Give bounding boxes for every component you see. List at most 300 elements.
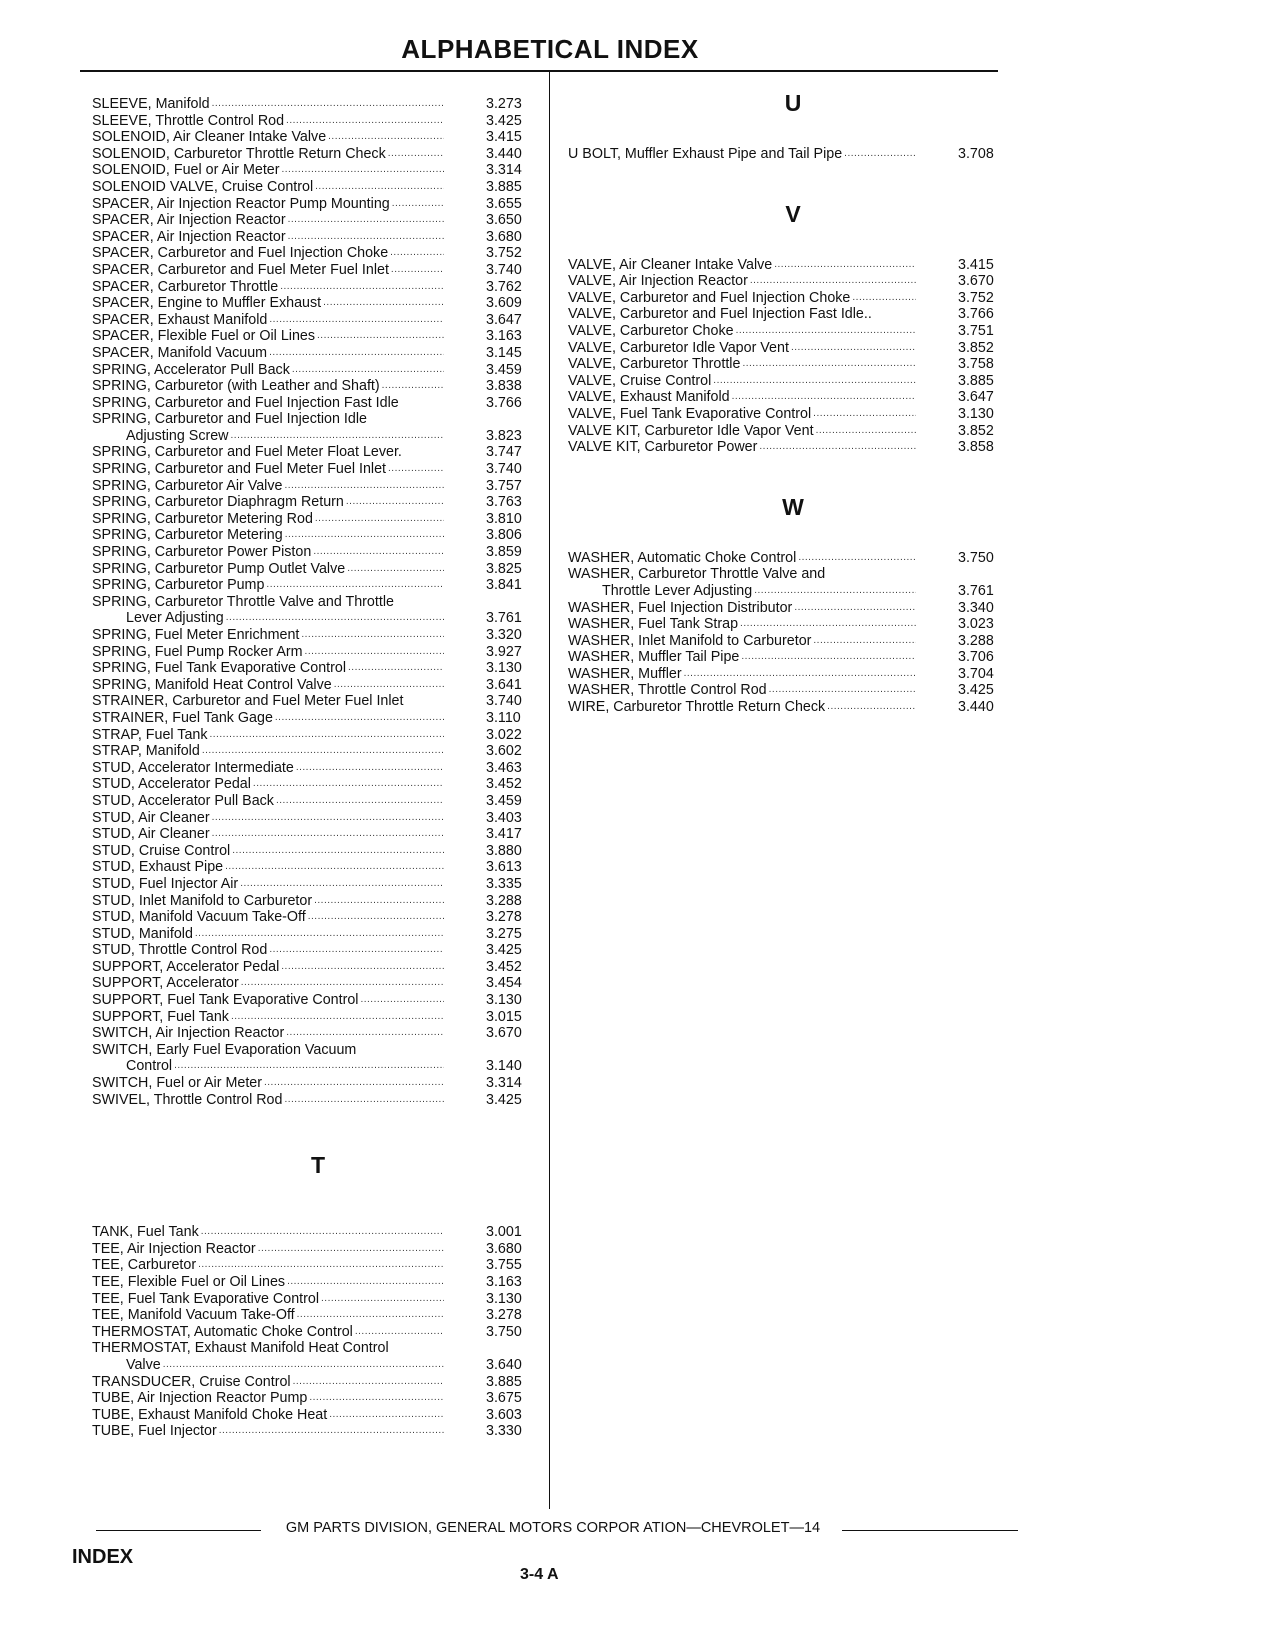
index-entry <box>92 1407 544 1424</box>
index-entry <box>568 666 1018 683</box>
entry-label: VALVE, Carburetor and Fuel Injection Choke <box>568 289 851 306</box>
entry-label: SPRING, Carburetor Throttle Valve and Throttle <box>92 593 394 610</box>
entry-page: 3.145 <box>486 344 522 361</box>
entry-page: 3.340 <box>958 599 994 616</box>
index-entry <box>92 992 544 1009</box>
entry-page: 3.852 <box>958 339 994 356</box>
entry-page: 3.751 <box>958 322 994 339</box>
entry-label: SWITCH, Fuel or Air Meter <box>92 1075 262 1092</box>
entry-page: 3.670 <box>486 1025 522 1042</box>
entry-label: VALVE KIT, Carburetor Idle Vapor Vent <box>568 422 814 439</box>
dot-leader <box>163 1357 444 1371</box>
index-entry <box>92 876 544 893</box>
index-entry <box>92 1058 544 1075</box>
index-entry <box>92 610 544 627</box>
entry-label: SPACER, Flexible Fuel or Oil Lines <box>92 328 316 345</box>
entry-label: SPRING, Carburetor Metering Rod <box>92 510 313 527</box>
entry-page: 3.613 <box>486 859 522 876</box>
entry-label: STUD, Air Cleaner <box>92 826 210 843</box>
entry-page: 3.440 <box>958 699 994 716</box>
entry-page: 3.163 <box>486 328 522 345</box>
index-entry <box>92 577 544 594</box>
index-entry <box>92 644 544 661</box>
dot-leader <box>212 810 444 824</box>
dot-leader <box>382 378 444 392</box>
dot-leader <box>284 1092 444 1106</box>
index-entry <box>92 113 544 130</box>
dot-leader <box>329 1407 444 1421</box>
dot-leader <box>276 793 444 807</box>
dot-leader <box>388 146 444 160</box>
entry-page: 3.278 <box>486 1307 522 1324</box>
dot-leader <box>231 1009 444 1023</box>
dot-leader <box>355 1324 444 1338</box>
entry-label: TEE, Manifold Vacuum Take-Off <box>92 1307 295 1324</box>
index-entry <box>92 129 544 146</box>
index-entry <box>92 727 544 744</box>
entry-label: SPACER, Carburetor and Fuel Injection Choke <box>92 245 389 262</box>
entry-label: SOLENOID, Air Cleaner Intake Valve <box>92 129 327 146</box>
index-entry <box>568 699 1018 716</box>
entry-page: 3.314 <box>486 1075 522 1092</box>
entry-page: 3.852 <box>958 422 994 439</box>
entry-label: SLEEVE, Throttle Control Rod <box>92 112 285 129</box>
dot-leader <box>287 1274 444 1288</box>
entry-page: 3.425 <box>486 1091 522 1108</box>
title-rule <box>80 70 998 72</box>
dot-leader <box>794 600 916 614</box>
entry-label: STUD, Air Cleaner <box>92 809 210 826</box>
entry-page: 3.757 <box>486 477 522 494</box>
entry-page: 3.130 <box>486 660 522 677</box>
dot-leader <box>292 362 444 376</box>
entry-label: TUBE, Fuel Injector <box>92 1423 217 1440</box>
entry-label: STUD, Accelerator Intermediate <box>92 759 294 776</box>
entry-page: 3.452 <box>486 776 522 793</box>
entry-label: SPACER, Air Injection Reactor <box>92 228 286 245</box>
index-entry <box>568 306 1018 323</box>
entry-label: WASHER, Automatic Choke Control <box>568 549 797 566</box>
entry-page: 3.130 <box>958 405 994 422</box>
index-entry <box>568 583 1018 600</box>
index-entry <box>92 1374 544 1391</box>
section-letter-w: W <box>782 493 804 520</box>
entry-label: SPACER, Air Injection Reactor <box>92 212 286 229</box>
entry-page: 3.641 <box>486 676 522 693</box>
index-entry <box>92 859 544 876</box>
entry-page: 3.163 <box>486 1274 522 1290</box>
entry-label: STUD, Fuel Injector Air <box>92 875 239 892</box>
dot-leader <box>816 423 916 437</box>
entry-label: TEE, Flexible Fuel or Oil Lines <box>92 1274 286 1290</box>
entry-page: 3.463 <box>486 759 522 776</box>
index-entry <box>92 693 544 710</box>
entry-label: STUD, Throttle Control Rod <box>92 942 268 959</box>
entry-page: 3.758 <box>958 356 994 373</box>
index-entry <box>568 439 1018 456</box>
index-entry <box>92 1025 544 1042</box>
dot-leader <box>321 1291 444 1305</box>
entry-page: 3.885 <box>486 178 522 195</box>
dot-leader <box>286 1025 444 1039</box>
entry-label: SPRING, Carburetor Pump Outlet Valve <box>92 560 346 577</box>
entry-page: 3.747 <box>486 444 522 461</box>
entry-page: 3.763 <box>486 494 522 511</box>
dot-leader <box>769 682 916 696</box>
dot-leader <box>296 760 444 774</box>
dot-leader <box>282 162 445 176</box>
entry-label: SPRING, Carburetor and Fuel Injection Fast Idle <box>92 394 399 411</box>
entry-label: STUD, Manifold <box>92 925 193 942</box>
dot-leader <box>258 1241 444 1255</box>
entry-page: 3.752 <box>486 245 522 262</box>
entry-label: VALVE, Fuel Tank Evaporative Control <box>568 405 812 422</box>
index-entry <box>92 345 544 362</box>
index-entry <box>568 423 1018 440</box>
entry-page: 3.675 <box>486 1390 522 1407</box>
dot-leader <box>253 776 444 790</box>
dot-leader <box>269 942 444 956</box>
dot-leader <box>813 633 916 647</box>
entry-label: STRAP, Fuel Tank <box>92 726 208 743</box>
entry-page: 3.752 <box>958 289 994 306</box>
section-w-entries <box>568 550 1018 716</box>
entry-label: STUD, Cruise Control <box>92 842 231 859</box>
dot-leader <box>232 843 444 857</box>
index-entry <box>92 179 544 196</box>
entry-label: TUBE, Air Injection Reactor Pump <box>92 1390 308 1407</box>
entry-label: SPRING, Manifold Heat Control Valve <box>92 676 332 693</box>
entry-label: SOLENOID, Fuel or Air Meter <box>92 162 280 179</box>
index-entry <box>92 212 544 229</box>
entry-label: Adjusting Screw <box>126 427 229 444</box>
entry-label: STRAINER, Fuel Tank Gage <box>92 709 273 726</box>
entry-label: STRAINER, Carburetor and Fuel Meter Fuel Inlet <box>92 693 404 710</box>
entry-label: WASHER, Muffler Tail Pipe <box>568 649 740 666</box>
entry-label: SUPPORT, Accelerator <box>92 975 239 992</box>
entry-label: STUD, Accelerator Pull Back <box>92 792 274 809</box>
entry-label: SPRING, Fuel Meter Enrichment <box>92 627 300 643</box>
entry-label: SPACER, Carburetor Throttle <box>92 278 279 295</box>
entry-page: 3.750 <box>958 549 994 566</box>
dot-leader <box>174 1058 444 1072</box>
entry-label: STUD, Inlet Manifold to Carburetor <box>92 892 313 909</box>
dot-leader <box>309 1390 444 1404</box>
dot-leader <box>774 257 916 271</box>
index-entry <box>92 395 544 412</box>
dot-leader <box>240 876 444 890</box>
entry-page: 3.001 <box>486 1224 522 1241</box>
index-entry <box>92 146 544 163</box>
entry-page: 3.706 <box>958 649 994 666</box>
dot-leader <box>750 273 916 287</box>
index-entry <box>568 633 1018 650</box>
entry-page: 3.704 <box>958 665 994 682</box>
page-number: 3-4 A <box>520 1566 559 1583</box>
dot-leader <box>360 992 444 1006</box>
section-u-entries <box>568 146 1018 163</box>
index-entry <box>92 942 544 959</box>
entry-label: SPACER, Manifold Vacuum <box>92 344 268 361</box>
index-entry <box>92 312 544 329</box>
index-entry <box>92 743 544 760</box>
dot-leader <box>798 550 916 564</box>
index-entry <box>92 494 544 511</box>
entry-label: VALVE, Exhaust Manifold <box>568 389 730 406</box>
right-column <box>568 88 1018 716</box>
entry-page: 3.708 <box>958 146 994 162</box>
dot-leader <box>297 1307 444 1321</box>
entry-label: THERMOSTAT, Exhaust Manifold Heat Control <box>92 1340 389 1357</box>
entry-page: 3.609 <box>486 295 522 312</box>
index-entry <box>92 1224 544 1241</box>
index-entry <box>92 378 544 395</box>
index-entry <box>568 290 1018 307</box>
dot-leader <box>201 1224 444 1238</box>
index-entry <box>92 444 544 461</box>
entry-label: VALVE, Carburetor Throttle <box>568 356 741 373</box>
entry-label: SUPPORT, Accelerator Pedal <box>92 958 280 975</box>
entry-label: SUPPORT, Fuel Tank <box>92 1008 229 1025</box>
dot-leader <box>754 583 916 597</box>
entry-page: 3.766 <box>958 306 994 323</box>
index-entry <box>92 926 544 943</box>
dot-leader <box>264 1075 444 1089</box>
entry-page: 3.140 <box>486 1058 522 1075</box>
dot-leader <box>390 245 444 259</box>
index-entry <box>92 527 544 544</box>
dot-leader <box>301 627 444 641</box>
index-entry <box>92 793 544 810</box>
index-entry <box>92 677 544 694</box>
entry-label: WASHER, Muffler <box>568 665 682 682</box>
entry-label: Throttle Lever Adjusting <box>602 582 753 599</box>
entry-page: 3.740 <box>486 261 522 278</box>
entry-label: SPACER, Exhaust Manifold <box>92 311 268 328</box>
entry-label: VALVE KIT, Carburetor Power <box>568 439 758 456</box>
dot-leader <box>334 677 444 691</box>
entry-page: 3.023 <box>958 616 994 633</box>
entry-page: 3.459 <box>486 361 522 378</box>
entry-page: 3.403 <box>486 809 522 826</box>
entry-page: 3.015 <box>486 1008 522 1025</box>
entry-label: VALVE, Carburetor and Fuel Injection Fast Idle.. <box>568 306 872 323</box>
entry-page: 3.273 <box>486 96 522 112</box>
entry-label: WASHER, Inlet Manifold to Carburetor <box>568 632 812 649</box>
dot-leader <box>198 1257 444 1271</box>
index-entry <box>568 406 1018 423</box>
index-entry <box>92 478 544 495</box>
entry-label: SOLENOID, Carburetor Throttle Return Check <box>92 145 386 162</box>
entry-page: 3.647 <box>958 389 994 406</box>
dot-leader <box>285 527 444 541</box>
section-letter-v: V <box>785 200 801 227</box>
entry-label: SPRING, Carburetor Power Piston <box>92 544 312 561</box>
entry-page: 3.425 <box>486 112 522 129</box>
index-entry <box>92 362 544 379</box>
entry-page: 3.425 <box>486 942 522 959</box>
entry-page: 3.823 <box>486 427 522 444</box>
entry-page: 3.825 <box>486 560 522 577</box>
entry-label: SPRING, Carburetor Pump <box>92 577 265 594</box>
index-entry <box>92 1291 544 1308</box>
dot-leader <box>288 212 444 226</box>
entry-label: SPRING, Fuel Pump Rocker Arm <box>92 643 303 660</box>
section-letter-u: U <box>784 90 802 116</box>
entry-page: 3.110 <box>486 709 521 726</box>
entry-label: WASHER, Carburetor Throttle Valve and <box>568 566 826 583</box>
entry-page: 3.459 <box>486 792 522 809</box>
index-entry <box>92 959 544 976</box>
index-entry <box>92 511 544 528</box>
column-divider <box>549 71 550 1509</box>
index-entry <box>92 1340 544 1357</box>
entry-page: 3.022 <box>486 726 522 743</box>
section-letter-t: T <box>310 1152 326 1179</box>
entry-label: SPACER, Engine to Muffler Exhaust <box>92 295 322 312</box>
dot-leader <box>280 279 444 293</box>
index-entry <box>92 1009 544 1026</box>
index-entry <box>92 245 544 262</box>
index-entry <box>92 1042 544 1059</box>
index-entry <box>92 826 544 843</box>
entry-label: SWITCH, Early Fuel Evaporation Vacuum <box>92 1041 357 1058</box>
entry-page: 3.885 <box>958 372 994 389</box>
dot-leader <box>713 373 916 387</box>
entry-page: 3.452 <box>486 958 522 975</box>
index-entry <box>568 649 1018 666</box>
dot-leader <box>210 727 445 741</box>
entry-label: STUD, Exhaust Pipe <box>92 859 224 876</box>
entry-page: 3.806 <box>486 527 522 544</box>
index-entry <box>92 893 544 910</box>
dot-leader <box>195 926 444 940</box>
entry-page: 3.740 <box>486 461 522 478</box>
entry-page: 3.838 <box>486 378 522 395</box>
index-entry <box>92 776 544 793</box>
entry-page: 3.655 <box>486 195 522 212</box>
index-entry <box>92 1390 544 1407</box>
entry-page: 3.761 <box>958 582 994 599</box>
index-entry <box>92 162 544 179</box>
dot-leader <box>791 340 916 354</box>
dot-leader <box>314 893 444 907</box>
dot-leader <box>313 544 444 558</box>
entry-page: 3.415 <box>958 256 994 273</box>
entry-page: 3.810 <box>486 510 522 527</box>
dot-leader <box>736 323 916 337</box>
page-title: ALPHABETICAL INDEX <box>401 34 699 64</box>
entry-page: 3.927 <box>486 643 522 660</box>
index-entry <box>568 600 1018 617</box>
index-entry <box>92 461 544 478</box>
entry-page: 3.417 <box>486 826 522 843</box>
dot-leader <box>315 179 444 193</box>
entry-page: 3.766 <box>486 394 522 411</box>
entry-page: 3.750 <box>486 1323 522 1340</box>
dot-leader <box>391 262 444 276</box>
dot-leader <box>293 1374 444 1388</box>
dot-leader <box>813 406 916 420</box>
dot-leader <box>212 96 444 110</box>
entry-page: 3.440 <box>486 145 522 162</box>
entry-label: Control <box>126 1058 173 1075</box>
dot-leader <box>346 494 444 508</box>
footer-publisher: GM PARTS DIVISION, GENERAL MOTORS CORPOR ATION—CHEVROLET—14 <box>285 1520 821 1536</box>
index-entry <box>92 810 544 827</box>
index-entry <box>568 682 1018 699</box>
index-entry <box>92 229 544 246</box>
entry-label: VALVE, Air Cleaner Intake Valve <box>568 256 773 273</box>
entry-page: 3.314 <box>486 162 522 179</box>
dot-leader <box>732 389 916 403</box>
entry-label: TUBE, Exhaust Manifold Choke Heat <box>92 1406 328 1423</box>
entry-label: WIRE, Carburetor Throttle Return Check <box>568 699 826 716</box>
entry-page: 3.130 <box>486 1290 522 1307</box>
dot-leader <box>317 328 444 342</box>
entry-page: 3.762 <box>486 278 522 295</box>
entry-label: SLEEVE, Manifold <box>92 96 210 112</box>
dot-leader <box>305 644 444 658</box>
left-entries <box>92 96 544 1108</box>
footer-rule-right <box>842 1530 1018 1531</box>
entry-label: SPRING, Fuel Tank Evaporative Control <box>92 660 347 677</box>
index-entry <box>92 544 544 561</box>
entry-label: VALVE, Carburetor Choke <box>568 322 734 339</box>
index-entry <box>92 1092 544 1109</box>
index-entry <box>568 616 1018 633</box>
entry-label: TEE, Carburetor <box>92 1257 197 1274</box>
index-entry <box>568 257 1018 274</box>
dot-leader <box>226 610 444 624</box>
index-entry <box>92 96 544 113</box>
index-entry <box>568 340 1018 357</box>
index-entry <box>568 273 1018 290</box>
dot-leader <box>281 959 444 973</box>
dot-leader <box>684 666 916 680</box>
dot-leader <box>241 975 444 989</box>
entry-label: SPRING, Carburetor and Fuel Meter Float Lever. <box>92 444 402 461</box>
dot-leader <box>852 290 916 304</box>
index-entry <box>92 262 544 279</box>
entry-label: SPRING, Carburetor Diaphragm Return <box>92 494 344 511</box>
entry-page: 3.603 <box>486 1406 522 1423</box>
dot-leader <box>741 649 916 663</box>
dot-leader <box>347 561 444 575</box>
entry-page: 3.885 <box>486 1373 522 1390</box>
index-entry <box>92 660 544 677</box>
index-entry <box>92 295 544 312</box>
dot-leader <box>759 439 916 453</box>
entry-label: STUD, Accelerator Pedal <box>92 776 251 793</box>
index-entry <box>568 550 1018 567</box>
entry-label: TEE, Air Injection Reactor <box>92 1240 256 1257</box>
entry-label: TEE, Fuel Tank Evaporative Control <box>92 1290 320 1307</box>
section-t-entries <box>92 1224 544 1440</box>
entry-label: VALVE, Air Injection Reactor <box>568 273 748 290</box>
entry-page: 3.288 <box>486 892 522 909</box>
index-entry <box>568 373 1018 390</box>
entry-page: 3.288 <box>958 632 994 649</box>
index-entry <box>92 1241 544 1258</box>
entry-label: SPRING, Accelerator Pull Back <box>92 361 290 378</box>
entry-page: 3.330 <box>486 1423 522 1440</box>
entry-label: SOLENOID VALVE, Cruise Control <box>92 178 314 195</box>
entry-label: TRANSDUCER, Cruise Control <box>92 1373 291 1390</box>
entry-page: 3.278 <box>486 909 522 926</box>
dot-leader <box>284 478 444 492</box>
entry-label: TANK, Fuel Tank <box>92 1224 199 1241</box>
